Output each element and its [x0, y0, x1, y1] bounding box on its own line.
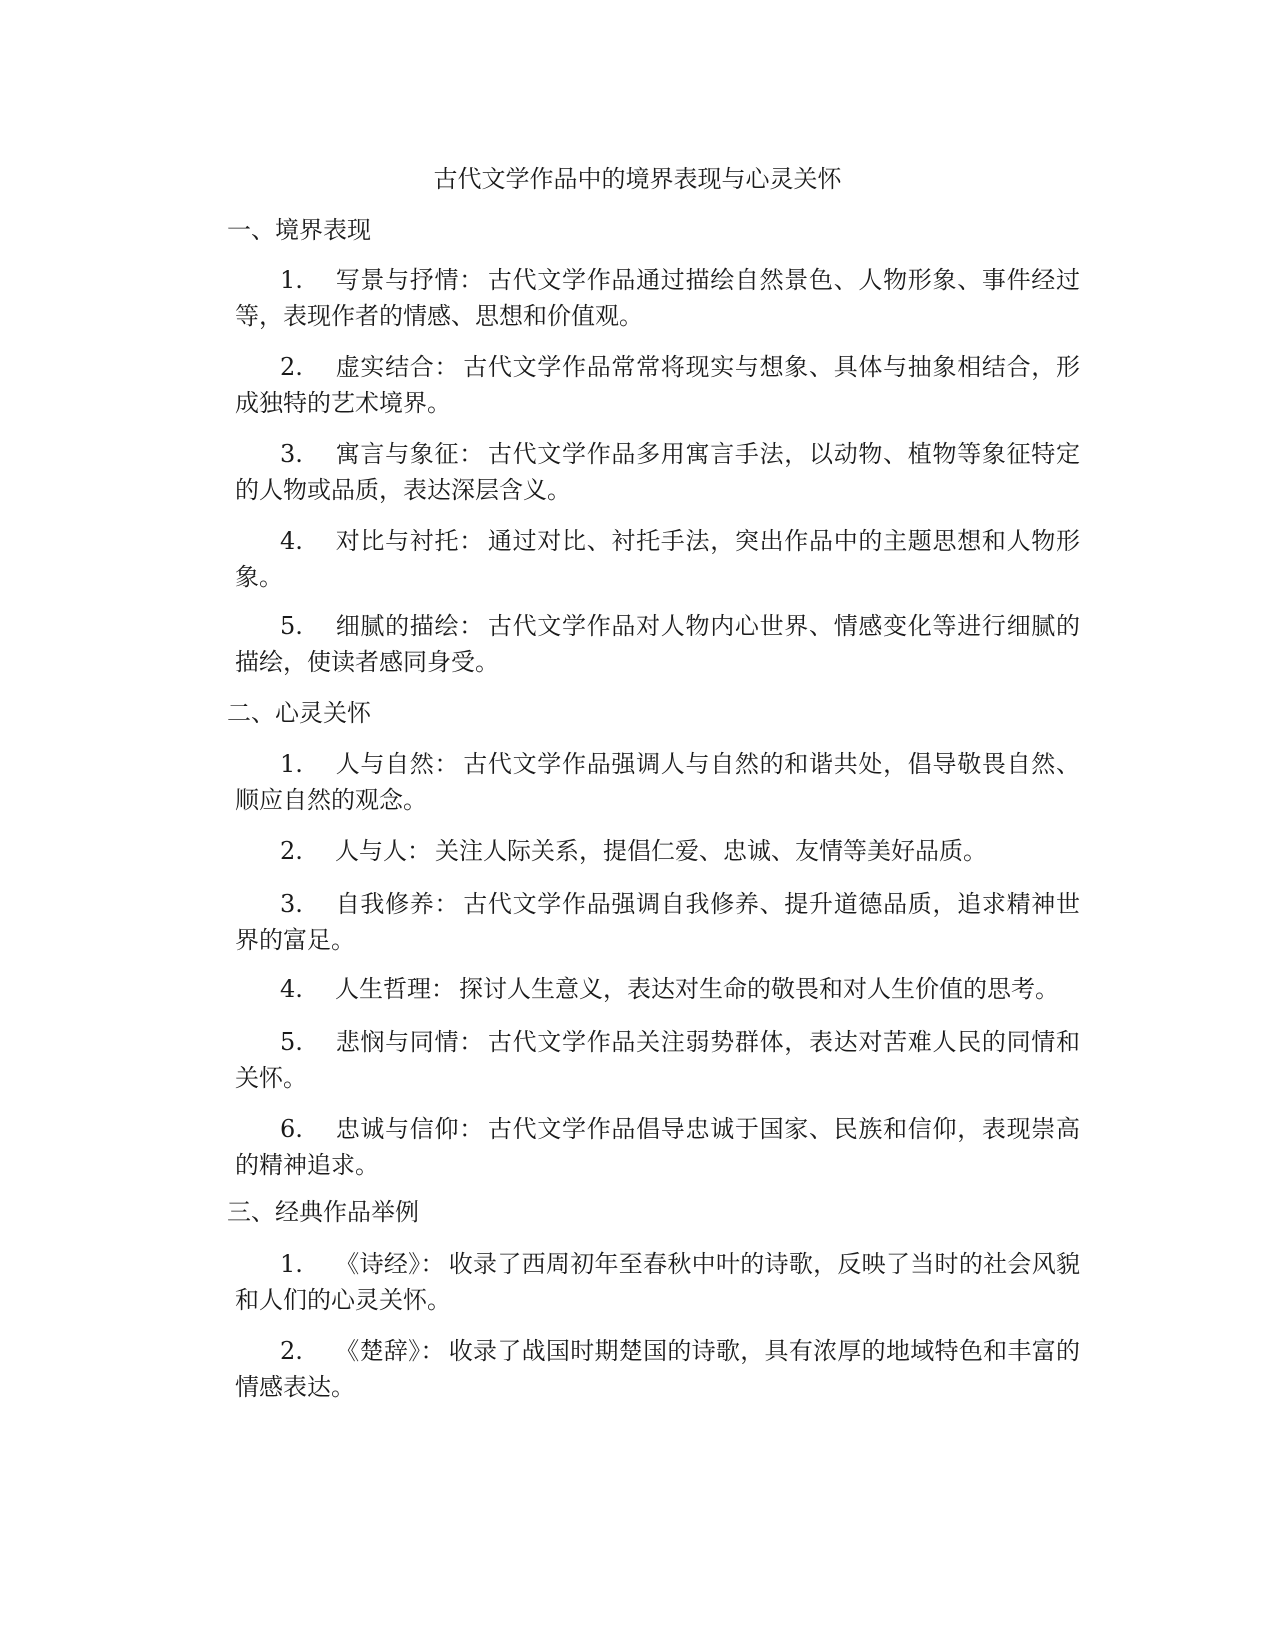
- item-label: 细腻的描绘: [335, 612, 460, 640]
- item-text: 古代文学作品强调人与自然的和谐共处，倡导敬畏自然、顺应自然的观念。: [235, 750, 1081, 814]
- item-text: 收录了西周初年至春秋中叶的诗歌，反映了当时的社会风貌和人们的心灵关怀。: [235, 1250, 1081, 1314]
- list-item: 5. 细腻的描绘：古代文学作品对人物内心世界、情感变化等进行细腻的描绘，使读者感同身受。: [235, 608, 1080, 680]
- item-text: 古代文学作品多用寓言手法，以动物、植物等象征特定的人物或品质，表达深层含义。: [235, 440, 1081, 504]
- item-label: 《诗经》: [335, 1250, 421, 1278]
- item-number: 1.: [280, 750, 303, 778]
- item-text: 探讨人生意义，表达对生命的敬畏和对人生价值的思考。: [459, 975, 1059, 1003]
- item-number: 1.: [280, 266, 303, 294]
- document-title: 古代文学作品中的境界表现与心灵关怀: [433, 165, 842, 193]
- item-number: 4.: [280, 975, 303, 1003]
- item-number: 3.: [280, 440, 303, 468]
- list-item: 5. 悲悯与同情：古代文学作品关注弱势群体，表达对苦难人民的同情和关怀。: [235, 1024, 1080, 1096]
- item-number: 6.: [280, 1115, 303, 1143]
- section-heading: 一、境界表现: [227, 216, 371, 244]
- list-item: 3. 自我修养：古代文学作品强调自我修养、提升道德品质，追求精神世界的富足。: [235, 886, 1080, 958]
- item-label: 忠诚与信仰: [335, 1115, 460, 1143]
- item-label: 《楚辞》: [335, 1337, 421, 1365]
- item-number: 5.: [280, 1028, 303, 1056]
- item-number: 2.: [280, 837, 303, 865]
- item-label: 人生哲理: [335, 975, 431, 1003]
- item-label: 写景与抒情: [335, 266, 460, 294]
- list-item: 1. 《诗经》：收录了西周初年至春秋中叶的诗歌，反映了当时的社会风貌和人们的心灵关怀。: [235, 1246, 1080, 1318]
- section-heading: 三、经典作品举例: [227, 1198, 419, 1226]
- list-item: 1. 人与自然：古代文学作品强调人与自然的和谐共处，倡导敬畏自然、顺应自然的观念。: [235, 746, 1080, 818]
- item-text: 古代文学作品常常将现实与想象、具体与抽象相结合，形成独特的艺术境界。: [235, 353, 1081, 417]
- item-label: 悲悯与同情: [335, 1028, 460, 1056]
- item-label: 人与自然: [335, 750, 435, 778]
- item-text: 古代文学作品对人物内心世界、情感变化等进行细腻的描绘，使读者感同身受。: [235, 612, 1081, 676]
- item-number: 3.: [280, 890, 303, 918]
- section-heading: 二、心灵关怀: [227, 699, 371, 727]
- list-item: 2. 《楚辞》：收录了战国时期楚国的诗歌，具有浓厚的地域特色和丰富的情感表达。: [235, 1333, 1080, 1405]
- item-text: 古代文学作品关注弱势群体，表达对苦难人民的同情和关怀。: [235, 1028, 1081, 1092]
- list-item: 3. 寓言与象征：古代文学作品多用寓言手法，以动物、植物等象征特定的人物或品质，表达深层含义。: [235, 436, 1080, 508]
- item-number: 1.: [280, 1250, 303, 1278]
- list-item: 2. 虚实结合：古代文学作品常常将现实与想象、具体与抽象相结合，形成独特的艺术境界。: [235, 349, 1080, 421]
- item-label: 对比与衬托: [335, 527, 460, 555]
- item-number: 2.: [280, 353, 303, 381]
- item-text: 古代文学作品通过描绘自然景色、人物形象、事件经过等，表现作者的情感、思想和价值观。: [235, 266, 1081, 330]
- item-label: 寓言与象征: [335, 440, 460, 468]
- item-label: 虚实结合: [335, 353, 435, 381]
- list-item: 1. 写景与抒情：古代文学作品通过描绘自然景色、人物形象、事件经过等，表现作者的情感、思想和价值观。: [235, 262, 1080, 334]
- item-number: 5.: [280, 612, 303, 640]
- list-item: 4. 人生哲理：探讨人生意义，表达对生命的敬畏和对人生价值的思考。: [235, 971, 1080, 1007]
- list-item: 4. 对比与衬托：通过对比、衬托手法，突出作品中的主题思想和人物形象。: [235, 523, 1080, 595]
- item-text: 收录了战国时期楚国的诗歌，具有浓厚的地域特色和丰富的情感表达。: [235, 1337, 1081, 1401]
- list-item: 6. 忠诚与信仰：古代文学作品倡导忠诚于国家、民族和信仰，表现崇高的精神追求。: [235, 1111, 1080, 1183]
- item-text: 古代文学作品强调自我修养、提升道德品质，追求精神世界的富足。: [235, 890, 1081, 954]
- item-label: 自我修养: [335, 890, 435, 918]
- list-item: 2. 人与人：关注人际关系，提倡仁爱、忠诚、友情等美好品质。: [235, 833, 1080, 869]
- item-text: 通过对比、衬托手法，突出作品中的主题思想和人物形象。: [235, 527, 1081, 591]
- item-text: 关注人际关系，提倡仁爱、忠诚、友情等美好品质。: [435, 837, 987, 865]
- item-label: 人与人: [335, 837, 407, 865]
- item-number: 2.: [280, 1337, 303, 1365]
- item-text: 古代文学作品倡导忠诚于国家、民族和信仰，表现崇高的精神追求。: [235, 1115, 1081, 1179]
- item-number: 4.: [280, 527, 303, 555]
